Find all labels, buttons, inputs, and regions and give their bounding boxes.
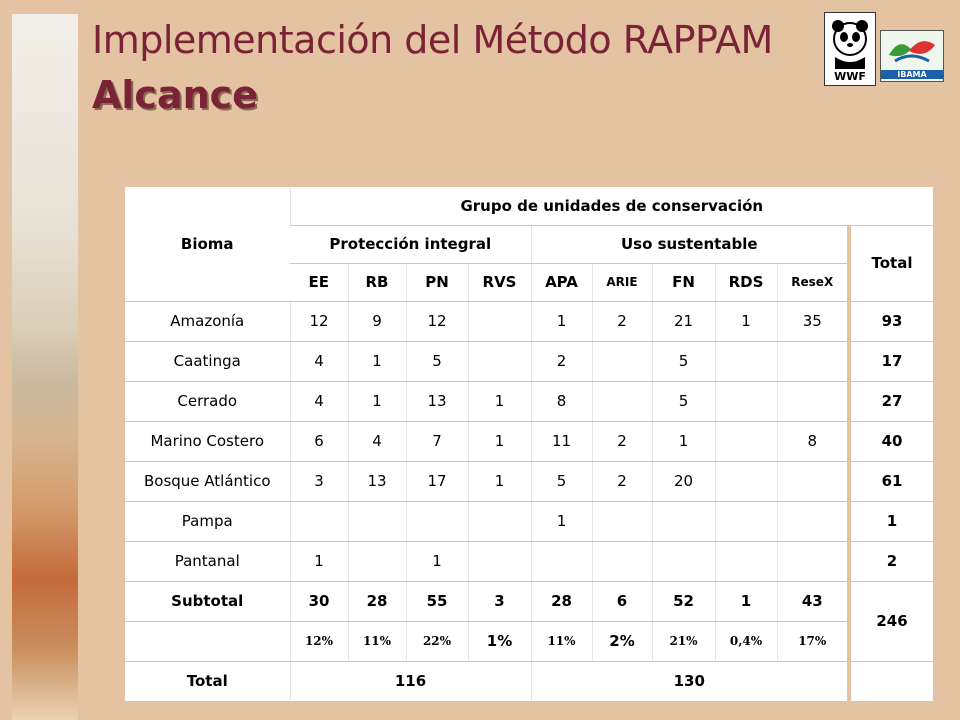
percent-cell: 17% [777, 621, 849, 661]
value-cell [777, 341, 849, 381]
value-cell [652, 541, 715, 581]
value-cell: 13 [348, 461, 406, 501]
value-cell: 1 [348, 341, 406, 381]
col-header: ARIE [592, 263, 652, 301]
value-cell [715, 461, 777, 501]
value-cell [652, 501, 715, 541]
value-cell: 1 [406, 541, 468, 581]
grand-total: 246 [849, 581, 933, 661]
subtotal-cell: 43 [777, 581, 849, 621]
value-cell: 20 [652, 461, 715, 501]
value-cell: 5 [652, 381, 715, 421]
subtotal-cell: 6 [592, 581, 652, 621]
col-header: RDS [715, 263, 777, 301]
value-cell [348, 501, 406, 541]
value-cell: 5 [406, 341, 468, 381]
percent-cell: 0,4% [715, 621, 777, 661]
value-cell: 1 [652, 421, 715, 461]
value-cell: 12 [406, 301, 468, 341]
value-cell: 3 [290, 461, 348, 501]
value-cell [531, 541, 592, 581]
wwf-logo-text: WWF [834, 70, 866, 83]
header-bioma: Bioma [125, 187, 290, 301]
value-cell [592, 541, 652, 581]
percent-cell: 11% [531, 621, 592, 661]
ibama-logo-text: IBAMA [881, 70, 943, 79]
subtotal-cell: 28 [348, 581, 406, 621]
total-protection: 116 [290, 661, 531, 701]
col-header: RB [348, 263, 406, 301]
subtotal-cell: 55 [406, 581, 468, 621]
value-cell: 8 [777, 421, 849, 461]
value-cell [468, 301, 531, 341]
percent-cell: 22% [406, 621, 468, 661]
value-cell [777, 501, 849, 541]
value-cell: 1 [531, 501, 592, 541]
value-cell [468, 501, 531, 541]
row-total-cell: 61 [849, 461, 933, 501]
value-cell: 4 [290, 341, 348, 381]
table-row [125, 461, 933, 501]
value-cell [348, 541, 406, 581]
col-header: PN [406, 263, 468, 301]
value-cell [777, 541, 849, 581]
value-cell: 13 [406, 381, 468, 421]
value-cell: 2 [531, 341, 592, 381]
value-cell [468, 541, 531, 581]
value-cell: 4 [348, 421, 406, 461]
value-cell: 9 [348, 301, 406, 341]
page-title: Implementación del Método RAPPAM [92, 18, 773, 62]
row-total-cell: 17 [849, 341, 933, 381]
value-cell: 4 [290, 381, 348, 421]
total-label: Total [125, 661, 290, 701]
value-cell: 1 [348, 381, 406, 421]
bioma-cell: Caatinga [125, 341, 290, 381]
value-cell: 1 [715, 301, 777, 341]
value-cell [592, 341, 652, 381]
bioma-cell: Cerrado [125, 381, 290, 421]
value-cell: 1 [468, 421, 531, 461]
value-cell: 1 [468, 461, 531, 501]
bioma-cell: Marino Costero [125, 421, 290, 461]
percent-cell: 21% [652, 621, 715, 661]
total-empty-cell [849, 661, 933, 701]
value-cell [715, 381, 777, 421]
value-cell [592, 501, 652, 541]
value-cell [592, 381, 652, 421]
bioma-cell: Amazonía [125, 301, 290, 341]
col-header: RVS [468, 263, 531, 301]
value-cell: 2 [592, 301, 652, 341]
table-row [125, 541, 933, 581]
table-row [125, 301, 933, 341]
header-protection: Protección integral [290, 225, 531, 263]
page-subtitle: Alcance [92, 73, 258, 117]
value-cell: 17 [406, 461, 468, 501]
value-cell: 1 [531, 301, 592, 341]
col-header: EE [290, 263, 348, 301]
value-cell [715, 341, 777, 381]
table-row [125, 501, 933, 541]
value-cell: 8 [531, 381, 592, 421]
leaf-icon [881, 31, 943, 69]
value-cell: 35 [777, 301, 849, 341]
table-row [125, 421, 933, 461]
subtotal-cell: 30 [290, 581, 348, 621]
header-sustainable: Uso sustentable [531, 225, 849, 263]
panda-icon [825, 13, 875, 69]
row-total-cell: 2 [849, 541, 933, 581]
value-cell: 12 [290, 301, 348, 341]
value-cell [715, 541, 777, 581]
value-cell: 6 [290, 421, 348, 461]
header-total: Total [849, 225, 933, 301]
value-cell [290, 501, 348, 541]
wwf-logo [824, 12, 876, 86]
bioma-cell: Pampa [125, 501, 290, 541]
value-cell: 2 [592, 421, 652, 461]
value-cell [715, 501, 777, 541]
subtotal-cell: 1 [715, 581, 777, 621]
row-total-cell: 27 [849, 381, 933, 421]
total-sustainable: 130 [531, 661, 849, 701]
value-cell: 21 [652, 301, 715, 341]
percent-cell: 12% [290, 621, 348, 661]
value-cell: 1 [290, 541, 348, 581]
subtotal-cell: 52 [652, 581, 715, 621]
header-group: Grupo de unidades de conservación [290, 187, 933, 225]
bioma-cell: Bosque Atlántico [125, 461, 290, 501]
col-header: ReseX [777, 263, 849, 301]
percent-cell: 2% [592, 621, 652, 661]
row-total-cell: 93 [849, 301, 933, 341]
subtotal-cell: 28 [531, 581, 592, 621]
col-header: FN [652, 263, 715, 301]
subtotal-label: Subtotal [125, 581, 290, 621]
value-cell [777, 381, 849, 421]
ibama-logo [880, 30, 944, 82]
col-header: APA [531, 263, 592, 301]
table-row [125, 341, 933, 381]
value-cell [406, 501, 468, 541]
value-cell: 5 [531, 461, 592, 501]
value-cell: 7 [406, 421, 468, 461]
value-cell [777, 461, 849, 501]
value-cell: 2 [592, 461, 652, 501]
bioma-cell: Pantanal [125, 541, 290, 581]
value-cell: 11 [531, 421, 592, 461]
value-cell [715, 421, 777, 461]
decorative-side-image [12, 14, 78, 720]
percent-cell: 1% [468, 621, 531, 661]
table-row [125, 381, 933, 421]
percent-label-empty [125, 621, 290, 661]
value-cell [468, 341, 531, 381]
value-cell: 5 [652, 341, 715, 381]
value-cell: 1 [468, 381, 531, 421]
subtotal-cell: 3 [468, 581, 531, 621]
row-total-cell: 1 [849, 501, 933, 541]
percent-cell: 11% [348, 621, 406, 661]
row-total-cell: 40 [849, 421, 933, 461]
conservation-units-table [125, 187, 933, 702]
